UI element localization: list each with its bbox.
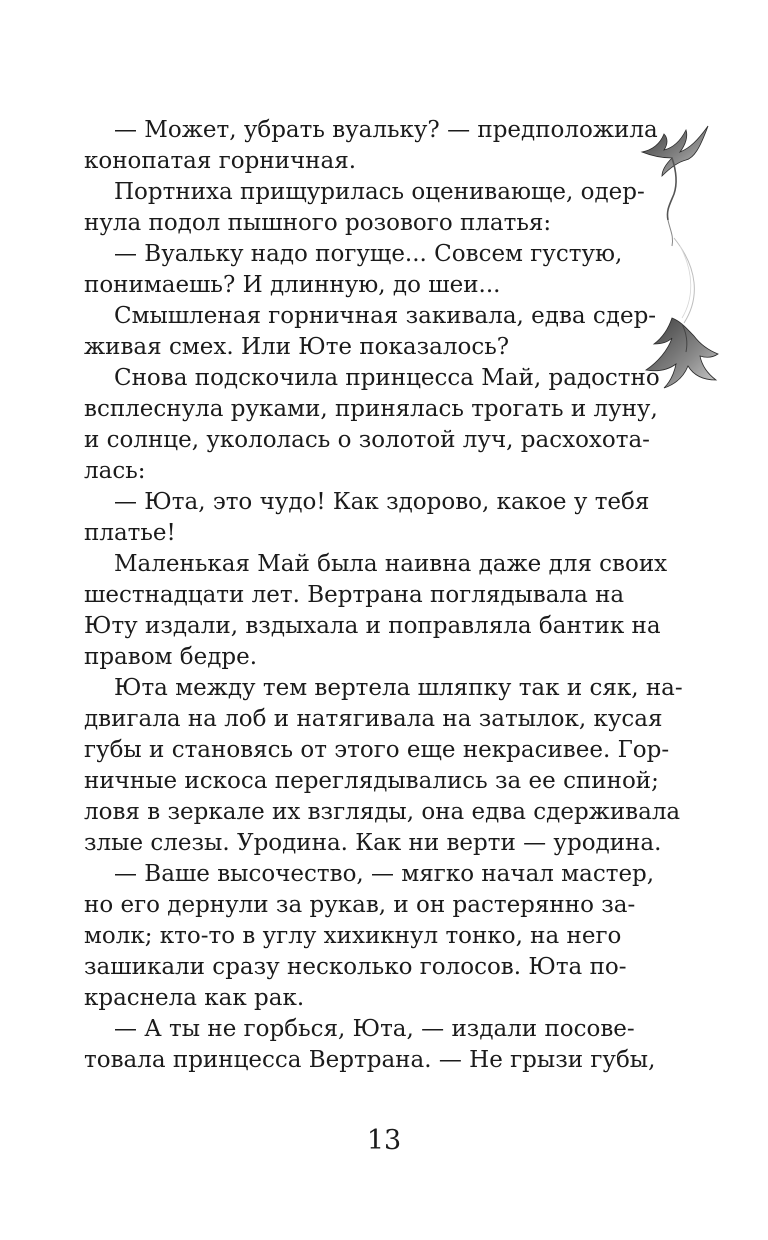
text-line: живая смех. Или Юте показалось? xyxy=(84,334,510,360)
text-line: но его дернули за рукав, и он растерянно за- xyxy=(84,892,636,918)
text-line: товала принцесса Вертрана. — Не грызи губы, xyxy=(84,1047,656,1073)
paragraph xyxy=(84,301,657,363)
paragraph xyxy=(84,1014,656,1076)
text-line: злые слезы. Уродина. Как ни верти — уродина. xyxy=(84,830,662,856)
paragraph xyxy=(84,115,658,177)
text-line: Юта между тем вертела шляпку так и сяк, на- xyxy=(114,675,683,701)
paragraph xyxy=(84,363,660,487)
text-line: ничные искоса переглядывались за ее спиной; xyxy=(84,768,659,794)
text-line: зашикали сразу несколько голосов. Юта по- xyxy=(84,954,627,980)
body-text xyxy=(84,115,683,1076)
text-line: — Может, убрать вуальку? — предположила xyxy=(114,117,658,143)
text-line: — Вуальку надо погуще... Совсем густую, xyxy=(114,241,623,267)
text-line: двигала на лоб и натягивала на затылок, кусая xyxy=(84,706,663,732)
text-line: краснела как рак. xyxy=(84,985,305,1011)
paragraph xyxy=(84,239,623,301)
text-line: — А ты не горбься, Юта, — издали посове- xyxy=(114,1016,635,1042)
upper-dragon-icon xyxy=(642,126,708,246)
paragraph xyxy=(84,549,668,673)
paragraph xyxy=(84,487,650,549)
text-line: всплеснула руками, принялась трогать и луну, xyxy=(84,396,658,422)
text-line: правом бедре. xyxy=(84,644,258,670)
text-line: — Юта, это чудо! Как здорово, какое у тебя xyxy=(114,489,650,515)
lower-dragon-icon xyxy=(646,318,718,388)
text-line: Снова подскочила принцесса Май, радостно xyxy=(114,365,660,391)
text-line: ловя в зеркале их взгляды, она едва сдерживала xyxy=(84,799,681,825)
paragraph xyxy=(84,177,645,239)
paragraph xyxy=(84,673,683,859)
text-line: и солнце, укололась о золотой луч, расхохота- xyxy=(84,427,650,453)
text-line: нула подол пышного розового платья: xyxy=(84,210,552,236)
text-line: платье! xyxy=(84,520,176,546)
text-line: губы и становясь от этого еще некрасивее. Гор- xyxy=(84,737,670,763)
text-line: Смышленая горничная закивала, едва сдер- xyxy=(114,303,657,329)
text-line: Юту издали, вздыхала и поправляла бантик на xyxy=(84,613,661,639)
text-line: молк; кто-то в углу хихикнул тонко, на него xyxy=(84,923,622,949)
paragraph xyxy=(84,859,655,1014)
text-line: шестнадцати лет. Вертрана поглядывала на xyxy=(84,582,625,608)
text-line: Маленькая Май была наивна даже для своих xyxy=(114,551,668,577)
text-line: понимаешь? И длинную, до шеи... xyxy=(84,272,501,298)
text-line: — Ваше высочество, — мягко начал мастер, xyxy=(114,861,655,887)
text-line: конопатая горничная. xyxy=(84,148,357,174)
text-line: лась: xyxy=(84,458,146,484)
text-line: Портниха прищурилась оценивающе, одер- xyxy=(114,179,645,205)
page-number: 13 xyxy=(366,1125,402,1156)
dragon-ornament-icon xyxy=(628,118,724,408)
